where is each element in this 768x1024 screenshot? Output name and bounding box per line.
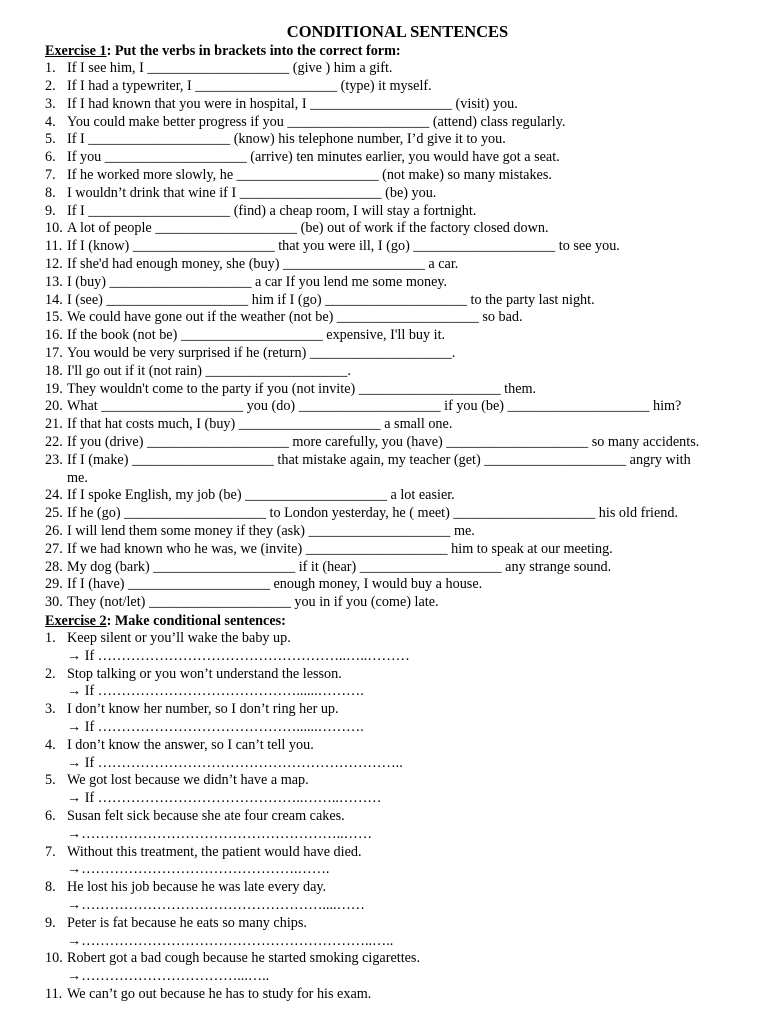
exercise-1-label: Exercise 1	[45, 43, 107, 59]
item-sentence: You would be very surprised if he (return) ____________________.	[67, 344, 456, 361]
exercise-1-item	[45, 149, 750, 167]
item-sentence: If I (make) ____________________ that mistake again, my teacher (get) ____________________ angry with	[67, 451, 691, 468]
item-sentence: Stop talking or you won’t understand the lesson.	[67, 665, 342, 682]
item-sentence: We can’t go out because he has to study for his exam.	[67, 986, 372, 1003]
exercise-1-item	[45, 416, 750, 434]
answer-line: →……………………………………………………..…..	[67, 932, 394, 949]
exercise-1-item	[45, 185, 750, 203]
exercise-1-list	[45, 60, 750, 612]
item-sentence: If we had known who he was, we (invite) ____________________ him to speak at our meeting.	[67, 540, 613, 557]
item-sentence: I'll go out if it (not rain) ____________________.	[67, 362, 351, 379]
exercise-1-item	[45, 505, 750, 523]
item-sentence: I will lend them some money if they (ask) ____________________ me.	[67, 522, 475, 539]
exercise-1-item	[45, 256, 750, 274]
exercise-1-heading	[45, 42, 750, 60]
exercise-1-item	[45, 398, 750, 416]
answer-line: → If ……………………………………......……….	[67, 719, 364, 736]
item-number: 9.	[45, 914, 56, 931]
item-number: 7.	[45, 166, 56, 183]
item-sentence: I (see) ____________________ him if I (go) ____________________ to the party last night.	[67, 291, 595, 308]
item-sentence: If you (drive) ____________________ more carefully, you (have) ____________________ so many accidents.	[67, 433, 700, 450]
item-number: 17.	[45, 344, 63, 361]
item-number: 18.	[45, 362, 63, 379]
item-sentence: He lost his job because he was late every day.	[67, 879, 327, 896]
item-number: 29.	[45, 576, 63, 593]
exercise-1-item	[45, 345, 750, 363]
item-sentence: I don’t know her number, so I don’t ring her up.	[67, 701, 339, 718]
exercise-1-item	[45, 220, 750, 238]
exercise-2-label: Exercise 2	[45, 612, 107, 629]
exercise-1-item	[45, 363, 750, 381]
item-sentence: If the book (not be) ____________________ expensive, I'll buy it.	[67, 327, 446, 344]
item-number: 4.	[45, 113, 56, 130]
item-number: 1.	[45, 630, 56, 647]
exercise-1-item	[45, 541, 750, 559]
exercise-2-item	[45, 666, 750, 684]
item-number: 30.	[45, 594, 63, 611]
exercise-2-item	[45, 701, 750, 719]
item-number: 7.	[45, 843, 56, 860]
item-sentence: If I had known that you were in hospital, I ____________________ (visit) you.	[67, 95, 518, 112]
page-title: CONDITIONAL SENTENCES	[286, 22, 509, 41]
item-number: 25.	[45, 505, 63, 522]
answer-line: →………………………………………………..……	[67, 825, 373, 842]
item-number: 15.	[45, 309, 63, 326]
item-number: 3.	[45, 701, 56, 718]
exercise-1-item	[45, 78, 750, 96]
item-number: 27.	[45, 540, 63, 557]
item-sentence: Peter is fat because he eats so many chips.	[67, 914, 307, 931]
item-sentence: If he (go) ____________________ to London yesterday, he ( meet) ____________________ his old friend.	[67, 505, 679, 522]
exercise-2-item	[45, 986, 750, 1004]
exercise-1-item	[45, 203, 750, 221]
answer-line: → If ………………………………………………………..	[67, 754, 403, 771]
item-number: 11.	[45, 238, 63, 255]
item-number: 8.	[45, 879, 56, 896]
item-sentence: If I (know) ____________________ that you were ill, I (go) ____________________ to see you.	[67, 238, 620, 255]
item-sentence: I (buy) ____________________ a car If you lend me some money.	[67, 273, 448, 290]
answer-line: →……………………………………………....……	[67, 897, 365, 914]
exercise-1-item	[45, 131, 750, 149]
exercise-1-item	[45, 274, 750, 292]
item-number: 6.	[45, 808, 56, 825]
item-number: 26.	[45, 522, 63, 539]
item-sentence: If I had a typewriter, I ____________________ (type) it myself.	[67, 77, 432, 94]
item-number: 3.	[45, 95, 56, 112]
item-number: 8.	[45, 184, 56, 201]
item-number: 21.	[45, 416, 63, 433]
item-sentence: If I ____________________ (find) a cheap room, I will stay a fortnight.	[67, 202, 477, 219]
exercise-1-item	[45, 576, 750, 594]
item-number: 10.	[45, 950, 63, 967]
item-sentence: If that hat costs much, I (buy) ____________________ a small one.	[67, 416, 453, 433]
exercise-1-item	[45, 60, 750, 78]
item-sentence: If he worked more slowly, he ____________________ (not make) so many mistakes.	[67, 166, 552, 183]
item-number: 16.	[45, 327, 63, 344]
item-sentence: We could have gone out if the weather (not be) ____________________ so bad.	[67, 309, 523, 326]
exercise-1-item	[45, 327, 750, 345]
item-sentence: What ____________________ you (do) ____________________ if you (be) ____________________ him?	[67, 398, 682, 415]
exercise-1-item	[45, 167, 750, 185]
item-sentence-continuation: me.	[67, 469, 88, 486]
item-number: 11.	[45, 986, 63, 1003]
item-number: 12.	[45, 255, 63, 272]
item-number: 14.	[45, 291, 63, 308]
item-number: 9.	[45, 202, 56, 219]
exercise-1-item	[45, 559, 750, 577]
exercise-2-item	[45, 950, 750, 968]
item-number: 23.	[45, 451, 63, 468]
exercise-1-item	[45, 434, 750, 452]
item-sentence: If I ____________________ (know) his telephone number, I’d give it to you.	[67, 131, 506, 148]
exercise-2-item	[45, 630, 750, 648]
exercise-1-item	[45, 292, 750, 310]
item-sentence: I don’t know the answer, so I can’t tell you.	[67, 736, 314, 753]
item-sentence: Susan felt sick because she ate four cream cakes.	[67, 808, 345, 825]
worksheet	[45, 21, 750, 1004]
answer-line: → If ……………………………………………..…..………	[67, 647, 410, 664]
item-sentence: A lot of people ____________________ (be) out of work if the factory closed down.	[67, 220, 549, 237]
exercise-1-item	[45, 309, 750, 327]
item-number: 22.	[45, 433, 63, 450]
exercise-2-list	[45, 630, 750, 1004]
exercise-1-item	[45, 238, 750, 256]
answer-line: → If ……………………………………..……..………	[67, 790, 382, 807]
item-sentence: They (not/let) ____________________ you in if you (come) late.	[67, 594, 439, 611]
exercise-1-item	[45, 114, 750, 132]
exercise-1-instruction: : Put the verbs in brackets into the correct form:	[106, 43, 401, 59]
item-number: 6.	[45, 149, 56, 166]
exercise-1-item	[45, 594, 750, 612]
item-sentence: If she'd had enough money, she (buy) ____________________ a car.	[67, 255, 459, 272]
exercise-2-item	[45, 915, 750, 933]
item-number: 5.	[45, 131, 56, 148]
exercise-1-item	[45, 96, 750, 114]
item-sentence: We got lost because we didn’t have a map.	[67, 772, 309, 789]
item-sentence: Robert got a bad cough because he started smoking cigarettes.	[67, 950, 420, 967]
exercise-2-heading	[45, 612, 750, 630]
item-sentence: You could make better progress if you ____________________ (attend) class regularly.	[67, 113, 566, 130]
item-number: 1.	[45, 60, 56, 77]
item-sentence: If I see him, I ____________________ (give ) him a gift.	[67, 60, 393, 77]
exercise-1-item	[45, 487, 750, 505]
exercise-2-item	[45, 772, 750, 790]
exercise-2-item	[45, 879, 750, 897]
item-sentence: If I (have) ____________________ enough money, I would buy a house.	[67, 576, 483, 593]
answer-line: → If ……………………………………......……….	[67, 683, 364, 700]
item-sentence: They wouldn't come to the party if you (not invite) ____________________ them.	[67, 380, 537, 397]
item-sentence: If you ____________________ (arrive) ten minutes earlier, you would have got a seat.	[67, 149, 560, 166]
item-number: 10.	[45, 220, 63, 237]
item-number: 4.	[45, 736, 56, 753]
item-number: 20.	[45, 398, 63, 415]
answer-line: →……………………………...…..	[67, 968, 270, 985]
item-number: 24.	[45, 487, 63, 504]
item-sentence: Keep silent or you’ll wake the baby up.	[67, 630, 291, 647]
item-number: 5.	[45, 772, 56, 789]
answer-line: →……………………………………….…….	[67, 861, 330, 878]
item-number: 13.	[45, 273, 63, 290]
exercise-1-item	[45, 381, 750, 399]
exercise-1-item	[45, 452, 750, 470]
exercise-1-item	[45, 523, 750, 541]
item-sentence: Without this treatment, the patient would have died.	[67, 843, 362, 860]
item-sentence: If I spoke English, my job (be) ____________________ a lot easier.	[67, 487, 455, 504]
item-number: 19.	[45, 380, 63, 397]
item-sentence: I wouldn’t drink that wine if I ____________________ (be) you.	[67, 184, 437, 201]
exercise-2-item	[45, 737, 750, 755]
item-number: 2.	[45, 665, 56, 682]
exercise-2-item	[45, 808, 750, 826]
exercise-2-item	[45, 844, 750, 862]
item-number: 2.	[45, 77, 56, 94]
item-sentence: My dog (bark) ____________________ if it (hear) ____________________ any strange sound.	[67, 558, 612, 575]
item-number: 28.	[45, 558, 63, 575]
exercise-2-instruction: : Make conditional sentences:	[106, 612, 286, 629]
